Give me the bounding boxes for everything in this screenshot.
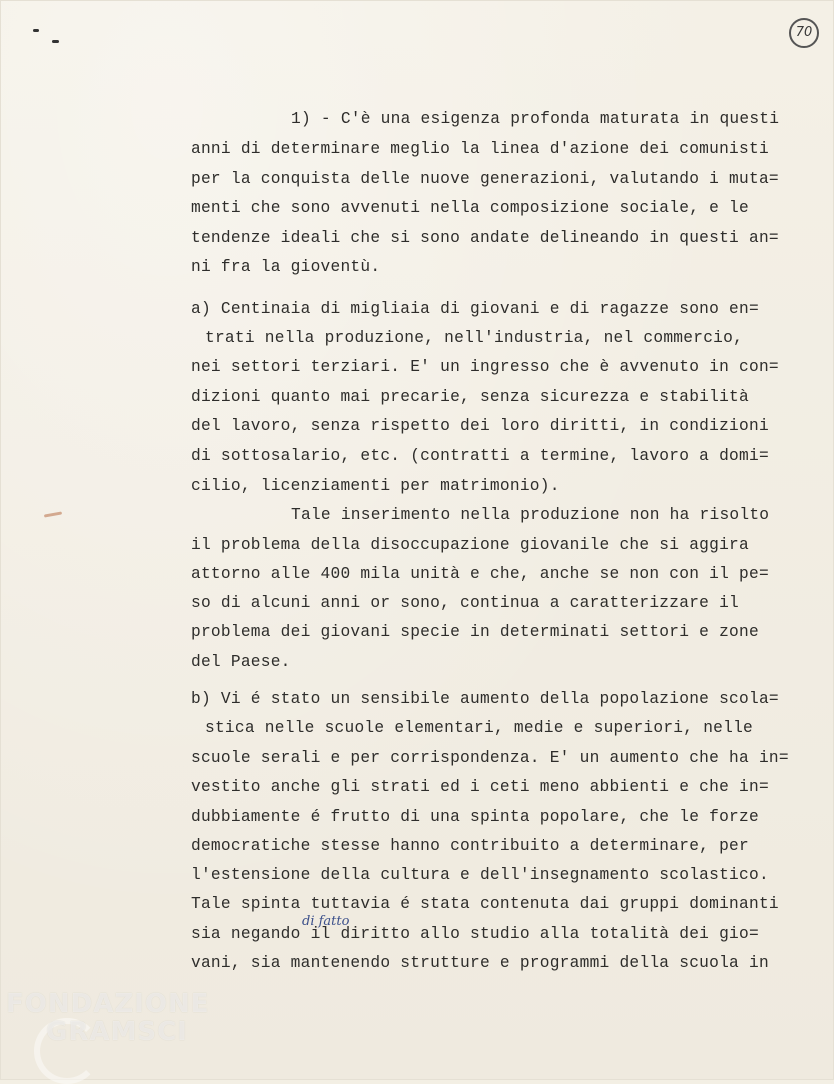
text-line: di sottosalario, etc. (contratti a termine, lavoro a domi= — [191, 447, 769, 465]
text-line: il problema della disoccupazione giovanile che si aggira — [191, 536, 749, 554]
text-line: Tale inserimento nella produzione non ha risolto — [291, 506, 770, 524]
text-line: so di alcuni anni or sono, continua a caratterizzare il — [191, 594, 740, 612]
text-line: l'estensione della cultura e dell'insegnamento scolastico. — [191, 866, 769, 884]
text-line: a) Centinaia di migliaia di giovani e di ragazze sono en= — [191, 300, 759, 318]
text-line: Tale spinta tuttavia é stata contenuta dai gruppi dominanti — [191, 895, 779, 913]
ink-speck — [33, 29, 39, 32]
text-line: stica nelle scuole elementari, medie e superiori, nelle — [205, 719, 754, 737]
text-line: ni fra la gioventù. — [191, 258, 381, 276]
bleed-through-shadow — [80, 495, 105, 565]
text-line: democratiche stesse hanno contribuito a determinare, per — [191, 837, 749, 855]
text-line: problema dei giovani specie in determinati settori e zone — [191, 623, 759, 641]
text-line: dubbiamente é frutto di una spinta popolare, che le forze — [191, 808, 759, 826]
page-number: 70 — [789, 18, 819, 48]
text-line: nei settori terziari. E' un ingresso che è avvenuto in con= — [191, 358, 779, 376]
text-line: tendenze ideali che si sono andate delineando in questi an= — [191, 229, 779, 247]
watermark — [6, 990, 209, 1046]
text-line: scuole serali e per corrispondenza. E' un aumento che ha in= — [191, 749, 789, 767]
text-line: anni di determinare meglio la linea d'azione dei comunisti — [191, 140, 769, 158]
text-line: attorno alle 400 mila unità e che, anche se non con il pe= — [191, 565, 769, 583]
text-line: b) Vi é stato un sensibile aumento della popolazione scola= — [191, 690, 779, 708]
text-line: menti che sono avvenuti nella composizione sociale, e le — [191, 199, 749, 217]
text-line: del lavoro, senza rispetto dei loro diritti, in condizioni — [191, 417, 769, 435]
text-line: vani, sia mantenendo strutture e programmi della scuola in — [191, 954, 769, 972]
text-line: vestito anche gli strati ed i ceti meno abbienti e che in= — [191, 778, 769, 796]
text-line: del Paese. — [191, 653, 291, 671]
text-line: 1) - C'è una esigenza profonda maturata in questi — [291, 110, 780, 128]
ink-speck — [52, 40, 59, 43]
text-line: trati nella produzione, nell'industria, nel commercio, — [205, 329, 744, 347]
watermark-line-1: FONDAZIONE — [6, 989, 210, 1019]
text-line: cilio, licenziamenti per matrimonio). — [191, 477, 560, 495]
margin-mark — [44, 511, 62, 517]
watermark-line-2: GRAMSCI — [46, 1017, 188, 1047]
text-line: sia negando il diritto allo studio alla totalità dei gio= — [191, 925, 759, 943]
handwritten-annotation: di fatto — [302, 914, 350, 929]
text-line: per la conquista delle nuove generazioni, valutando i muta= — [191, 170, 779, 188]
text-line: dizioni quanto mai precarie, senza sicurezza e stabilità — [191, 388, 749, 406]
